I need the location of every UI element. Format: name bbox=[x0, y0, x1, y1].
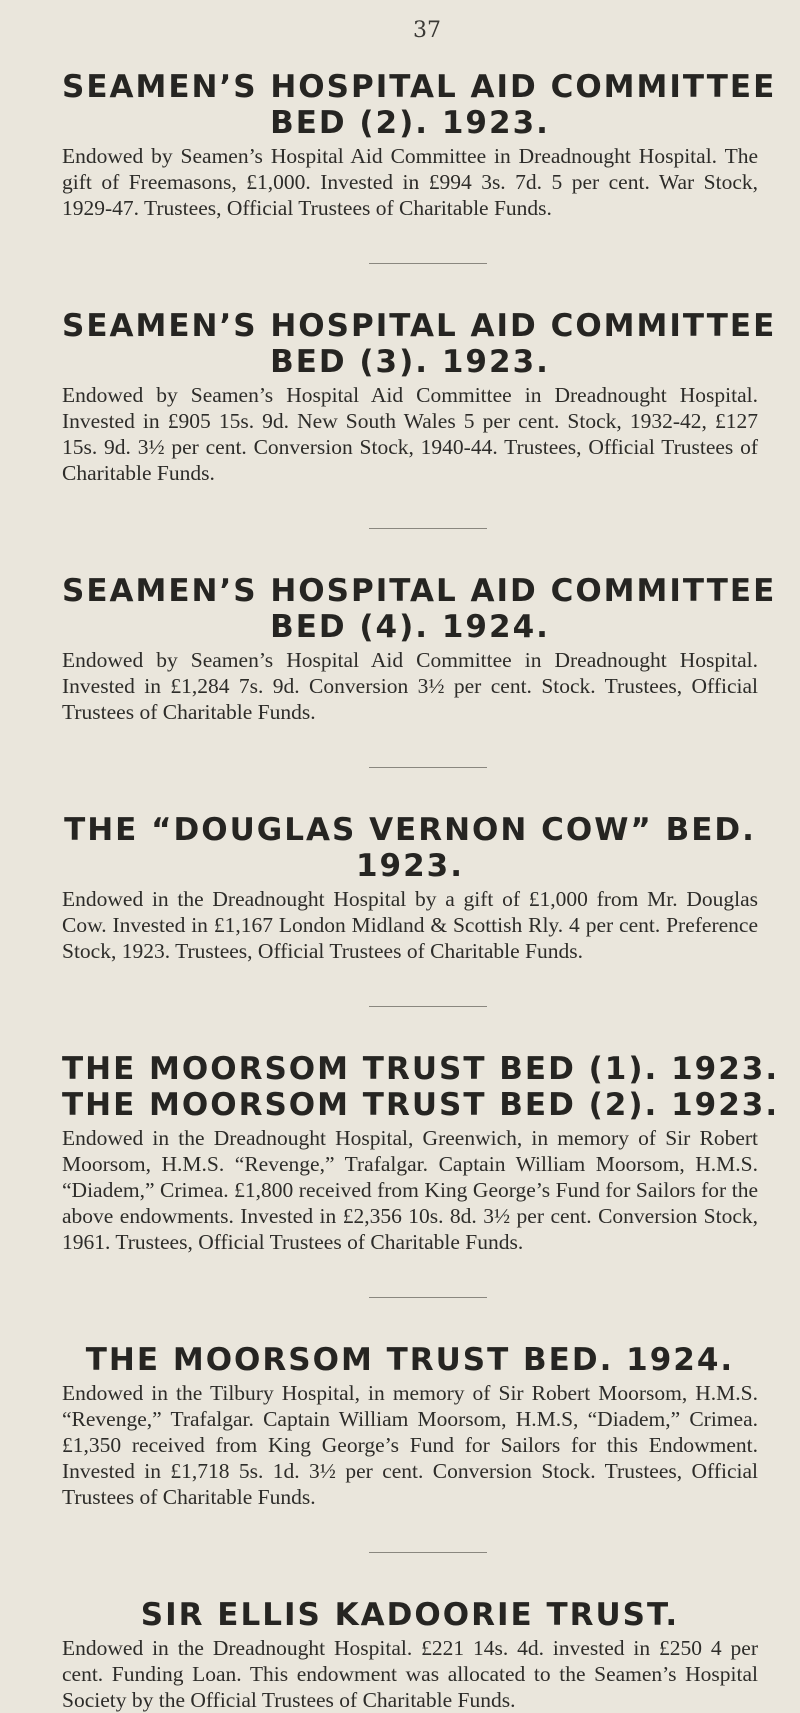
entry-heading: THE “DOUGLAS VERNON COW” BED. bbox=[64, 812, 756, 848]
entry-douglas-vernon-cow-bed bbox=[62, 812, 758, 964]
entry-seamens-bed-4 bbox=[62, 573, 777, 725]
entry-heading: THE MOORSOM TRUST BED. 1924. bbox=[85, 1342, 735, 1378]
entry-text: Endowed in the Dreadnought Hospital, Greenwich, in memory of Sir Robert Moorsom, H.M.S. “Revenge,” Trafalgar. Captain William Moorsom, H.M.S. “Diadem,” Crimea. £1,800 received from King George’s Fund for Sailors for the above endowments. Invested in £2,356 10s. 8d. 3½ per cent. Conversion Stock, 1961. Trustees, Official Trustees of Charitable Funds. bbox=[62, 1126, 758, 1254]
entry-heading: THE MOORSOM TRUST BED (1). 1923. bbox=[62, 1051, 780, 1087]
entry-text: Endowed by Seamen’s Hospital Aid Committee in Dreadnought Hospital. The gift of Freemasons, £1,000. Invested in £994 3s. 7d. 5 per cent. War Stock, 1929-47. Trustees, Official Trustees of Charitable Funds. bbox=[62, 144, 758, 220]
divider bbox=[369, 767, 487, 768]
divider bbox=[369, 1297, 487, 1298]
entry-seamens-bed-2 bbox=[62, 69, 777, 221]
entry-sir-ellis-kadoorie-trust bbox=[62, 1597, 758, 1713]
page-number: 37 bbox=[413, 18, 441, 43]
entry-text: Endowed by Seamen’s Hospital Aid Committee in Dreadnought Hospital. Invested in £905 15s. 9d. New South Wales 5 per cent. Stock, 1932-42, £127 15s. 9d. 3½ per cent. Conversion Stock, 1940-44. Trustees, Official Trustees of Charitable Funds. bbox=[62, 383, 758, 485]
entry-moorsom-trust-bed-1924 bbox=[62, 1342, 758, 1510]
entry-seamens-bed-3 bbox=[62, 308, 777, 486]
entry-subheading: BED (2). 1923. bbox=[270, 105, 550, 141]
divider bbox=[369, 263, 487, 264]
entry-subheading: BED (3). 1923. bbox=[270, 344, 550, 380]
entry-heading-second: THE MOORSOM TRUST BED (2). 1923. bbox=[62, 1087, 780, 1123]
entry-text: Endowed in the Dreadnought Hospital. £221 14s. 4d. invested in £250 4 per cent. Funding Loan. This endowment was allocated to the Seamen’s Hospital Society by the Official Trustees of Charitable Funds. bbox=[62, 1636, 758, 1712]
entry-heading: SIR ELLIS KADOORIE TRUST. bbox=[140, 1597, 680, 1633]
entry-heading: SEAMEN’S HOSPITAL AID COMMITTEE bbox=[62, 308, 777, 344]
entry-text: Endowed in the Dreadnought Hospital by a gift of £1,000 from Mr. Douglas Cow. Invested in £1,167 London Midland & Scottish Rly. 4 per cent. Preference Stock, 1923. Trustees, Official Trustees of Charitable Funds. bbox=[62, 887, 758, 963]
entry-heading: SEAMEN’S HOSPITAL AID COMMITTEE bbox=[62, 573, 777, 609]
entry-text: Endowed by Seamen’s Hospital Aid Committee in Dreadnought Hospital. Invested in £1,284 7s. 9d. Conversion 3½ per cent. Stock. Trustees, Official Trustees of Charitable Funds. bbox=[62, 648, 758, 724]
entry-subheading: BED (4). 1924. bbox=[270, 609, 550, 645]
divider bbox=[369, 1552, 487, 1553]
entry-text: Endowed in the Tilbury Hospital, in memory of Sir Robert Moorsom, H.M.S. “Revenge,” Trafalgar. Captain William Moorsom, H.M.S, “Diadem,” Crimea. £1,350 received from King George’s Fund for Sailors for this Endowment. Invested in £1,718 5s. 1d. 3½ per cent. Conversion Stock. Trustees, Official Trustees of Charitable Funds. bbox=[62, 1381, 758, 1509]
entry-subheading: 1923. bbox=[355, 848, 465, 884]
divider bbox=[369, 1006, 487, 1007]
divider bbox=[369, 528, 487, 529]
entry-moorsom-trust-beds-1-2 bbox=[62, 1051, 780, 1255]
entry-heading: SEAMEN’S HOSPITAL AID COMMITTEE bbox=[62, 69, 777, 105]
